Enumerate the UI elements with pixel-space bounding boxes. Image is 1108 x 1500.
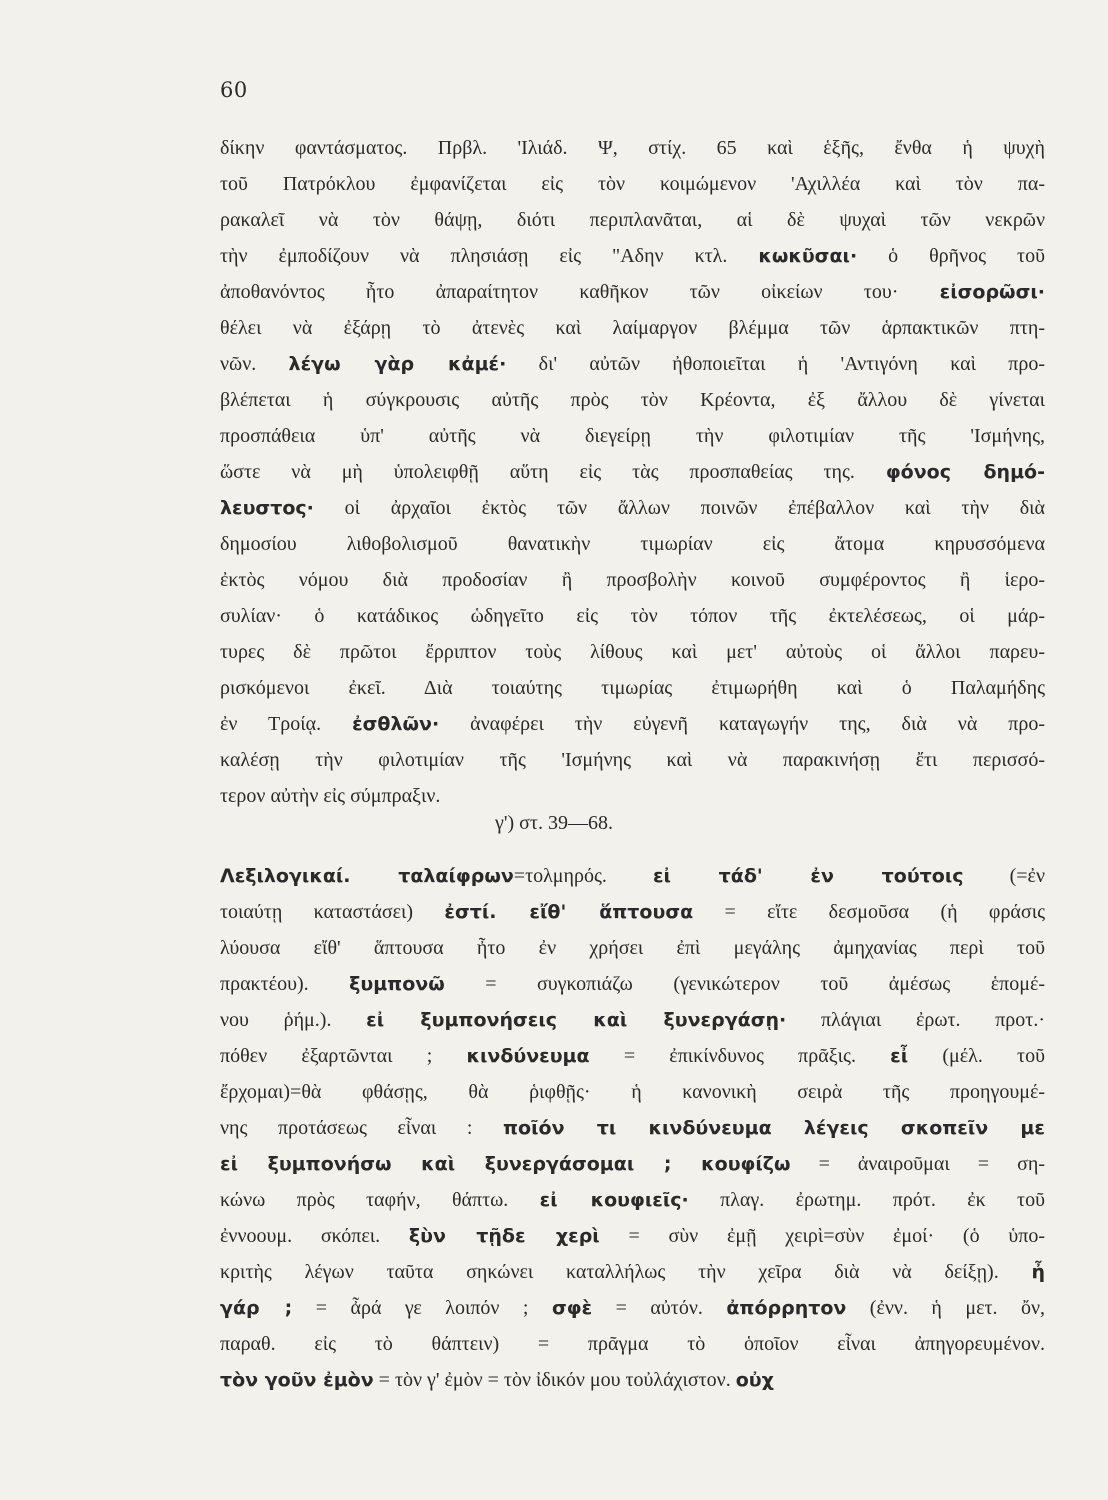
bold-lemma: ἀπόρρητον: [726, 1297, 847, 1319]
text-run: κώνω πρὸς ταφήν, θάπτω.: [220, 1189, 540, 1211]
text-run: = αὐτόν.: [592, 1297, 727, 1319]
text-line: [220, 634, 1045, 670]
bold-lemma: εἰ ξυμπονήσω καὶ ξυνεργάσομαι ; κουφίζω: [220, 1153, 791, 1175]
text-line: [220, 238, 1045, 274]
text-run: τερον αὐτὴν εἰς σύμπραξιν.: [220, 785, 441, 807]
text-run: ἐν Τροίᾳ.: [220, 713, 353, 735]
text-run: οἱ ἀρχαῖοι ἐκτὸς τῶν ἄλλων ποινῶν ἐπέβαλλον καὶ τὴν διὰ: [313, 497, 1045, 519]
text-line: [220, 1218, 1045, 1254]
text-line: [220, 966, 1045, 1002]
text-line: [220, 778, 1045, 814]
text-run: πλάγιαι ἐρωτ. προτ.·: [786, 1009, 1045, 1031]
text-run: ὥστε νὰ μὴ ὑπολειφθῇ αὕτη εἰς τὰς προσπαθείας της.: [220, 461, 886, 483]
text-line: [220, 382, 1045, 418]
text-line: [220, 1110, 1045, 1146]
text-run: δι' αὐτῶν ἠθοποιεῖται ἡ 'Αντιγόνη καὶ προ-: [506, 353, 1045, 375]
bold-lemma: ποῖόν τι κινδύνευμα λέγεις σκοπεῖν με: [503, 1117, 1045, 1139]
text-run: ἀποθανόντος ἦτο ἀπαραίτητον καθῆκον τῶν οἰκείων του·: [220, 281, 940, 303]
text-line: [220, 526, 1045, 562]
bold-lemma: ξὺν τῇδε χερὶ: [408, 1225, 600, 1247]
text-line: [220, 202, 1045, 238]
bold-lemma: ἐσθλῶν·: [352, 713, 440, 735]
bold-lemma: Λεξιλογικαί. ταλαίφρων: [220, 865, 514, 887]
text-line: [220, 1326, 1045, 1362]
text-run: =τολμηρός.: [513, 865, 653, 887]
text-run: θέλει νὰ ἐξάρῃ τὸ ἀτενὲς καὶ λαίμαργον βλέμμα τῶν ἁρπακτικῶν πτη-: [220, 317, 1045, 339]
text-line: [220, 1002, 1045, 1038]
bold-lemma: εἶ: [890, 1045, 909, 1067]
text-run: τὴν ἐμποδίζουν νὰ πλησιάσῃ εἰς "Αδην κτλ.: [220, 245, 759, 267]
text-line: [220, 418, 1045, 454]
text-run: = εἴτε δεσμοῦσα (ἡ φράσις: [693, 901, 1045, 923]
page-number: 60: [220, 78, 248, 102]
text-run: = τὸν γ' ἐμὸν = τὸν ἰδικόν μου τοὐλάχιστον.: [373, 1369, 736, 1391]
text-run: = συγκοπιάζω (γενικώτερον τοῦ ἀμέσως ἑπομέ-: [444, 973, 1045, 995]
text-line: [220, 310, 1045, 346]
text-line: [220, 346, 1045, 382]
text-line: [220, 670, 1045, 706]
text-run: πρακτέου).: [220, 973, 350, 995]
bold-lemma: οὐχ: [735, 1369, 774, 1391]
text-run: δημοσίου λιθοβολισμοῦ θανατικὴν τιμωρίαν εἰς ἄτομα κηρυσσόμενα: [220, 533, 1045, 555]
text-run: (μέλ. τοῦ: [908, 1045, 1045, 1067]
bold-lemma: σφὲ: [551, 1297, 593, 1319]
text-run: = ἀναιροῦμαι = ση-: [790, 1153, 1045, 1175]
text-run: = ἐπικίνδυνος πρᾶξις.: [589, 1045, 891, 1067]
text-run: ἐννοουμ. σκόπει.: [220, 1225, 409, 1247]
text-line: [220, 706, 1045, 742]
text-run: καλέσῃ τὴν φιλοτιμίαν τῆς 'Ισμήνης καὶ νὰ παρακινήσῃ ἔτι περισσό-: [220, 749, 1045, 771]
text-line: [220, 562, 1045, 598]
text-line: [220, 454, 1045, 490]
bold-lemma: εἰ τάδ' ἐν τούτοις: [652, 865, 964, 887]
text-line: [220, 894, 1045, 930]
bold-lemma: εἰ ξυμπονήσεις καὶ ξυνεργάσῃ·: [366, 1009, 787, 1031]
text-run: ρισκόμενοι ἐκεῖ. Διὰ τοιαύτης τιμωρίας ἐτιμωρήθη καὶ ὁ Παλαμήδης: [220, 677, 1045, 699]
bold-lemma: φόνος δημό-: [885, 461, 1045, 483]
text-run: = ἆρά γε λοιπόν ;: [292, 1297, 552, 1319]
bold-lemma: ἦ: [1031, 1261, 1045, 1283]
paragraph-lexical-notes: [220, 858, 1045, 1398]
text-run: λύουσα εἴθ' ἅπτουσα ἦτο ἐν χρήσει ἐπὶ μεγάλης ἀμηχανίας περὶ τοῦ: [220, 937, 1045, 959]
bold-lemma: κωκῦσαι·: [758, 245, 858, 267]
text-line: [220, 598, 1045, 634]
bold-lemma: ἐστί. εἴθ' ἅπτουσα: [444, 901, 694, 923]
text-run: τοιαύτῃ καταστάσει): [220, 901, 445, 923]
text-line: [220, 1074, 1045, 1110]
text-line: [220, 130, 1045, 166]
text-run: τυρες δὲ πρῶτοι ἔρριπτον τοὺς λίθους καὶ μετ' αὐτοὺς οἱ ἄλλοι παρευ-: [220, 641, 1045, 663]
text-run: παραθ. εἰς τὸ θάπτειν) = πρᾶγμα τὸ ὁποῖον εἶναι ἀπηγορευμένον.: [220, 1333, 1045, 1355]
text-line: [220, 742, 1045, 778]
text-run: ὁ θρῆνος τοῦ: [857, 245, 1045, 267]
text-run: (=ἐν: [963, 865, 1045, 887]
text-line: [220, 858, 1045, 894]
text-run: κριτὴς λέγων ταῦτα σηκώνει καταλλήλως τὴν χεῖρα διὰ νὰ δείξῃ).: [220, 1261, 1032, 1283]
text-run: συλίαν· ὁ κατάδικος ὡδηγεῖτο εἰς τὸν τόπον τῆς ἐκτελέσεως, οἱ μάρ-: [220, 605, 1045, 627]
text-line: [220, 274, 1045, 310]
text-run: ἔρχομαι)=θὰ φθάσῃς, θὰ ῥιφθῇς· ἡ κανονικὴ σειρὰ τῆς προηγουμέ-: [220, 1081, 1045, 1103]
text-run: πλαγ. ἐρωτημ. πρότ. ἐκ τοῦ: [688, 1189, 1045, 1211]
bold-lemma: λέγω γὰρ κἀμέ·: [288, 353, 507, 375]
paragraph-commentary-1: [220, 130, 1045, 814]
text-line: [220, 166, 1045, 202]
text-run: προσπάθεια ὑπ' αὐτῆς νὰ διεγείρῃ τὴν φιλοτιμίαν τῆς 'Ισμήνης,: [220, 425, 1045, 447]
bold-lemma: κινδύνευμα: [466, 1045, 590, 1067]
text-run: νου ῥήμ.).: [220, 1009, 367, 1031]
text-line: [220, 1038, 1045, 1074]
bold-lemma: ξυμπονῶ: [349, 973, 445, 995]
bold-lemma: γάρ ;: [220, 1297, 293, 1319]
section-heading: γ') στ. 39—68.: [495, 812, 613, 834]
text-run: βλέπεται ἡ σύγκρουσις αὐτῆς πρὸς τὸν Κρέοντα, ἐξ ἄλλου δὲ γίνεται: [220, 389, 1045, 411]
text-run: δίκην φαντάσματος. Πρβλ. 'Ιλιάδ. Ψ, στίχ. 65 καὶ ἑξῆς, ἔνθα ἡ ψυχὴ: [220, 137, 1045, 159]
text-run: πόθεν ἐξαρτῶνται ;: [220, 1045, 467, 1067]
text-line: [220, 1182, 1045, 1218]
text-line: [220, 1254, 1045, 1290]
bold-lemma: εἰ κουφιεῖς·: [539, 1189, 689, 1211]
text-run: = σὺν ἐμῇ χειρὶ=σὺν ἐμοί· (ὁ ὑπο-: [599, 1225, 1045, 1247]
text-run: (ἐνν. ἡ μετ. ὄν,: [846, 1297, 1046, 1319]
text-line: [220, 930, 1045, 966]
text-line: [220, 490, 1045, 526]
text-line: [220, 1362, 1045, 1398]
text-run: νης προτάσεως εἶναι :: [220, 1117, 504, 1139]
bold-lemma: τὸν γοῦν ἐμὸν: [220, 1369, 374, 1391]
bold-lemma: εἰσορῶσι·: [939, 281, 1045, 303]
text-run: νῶν.: [220, 353, 289, 375]
text-run: ρακαλεῖ νὰ τὸν θάψῃ, διότι περιπλανᾶται, αἱ δὲ ψυχαὶ τῶν νεκρῶν: [220, 209, 1045, 231]
bold-lemma: λευστος·: [220, 497, 314, 519]
text-run: ἀναφέρει τὴν εὐγενῆ καταγωγήν της, διὰ νὰ προ-: [439, 713, 1045, 735]
text-run: τοῦ Πατρόκλου ἐμφανίζεται εἰς τὸν κοιμώμενον 'Αχιλλέα καὶ τὸν πα-: [220, 173, 1045, 195]
text-line: [220, 1146, 1045, 1182]
text-run: ἐκτὸς νόμου διὰ προδοσίαν ἢ προσβολὴν κοινοῦ συμφέροντος ἢ ἱερο-: [220, 569, 1045, 591]
text-line: [220, 1290, 1045, 1326]
